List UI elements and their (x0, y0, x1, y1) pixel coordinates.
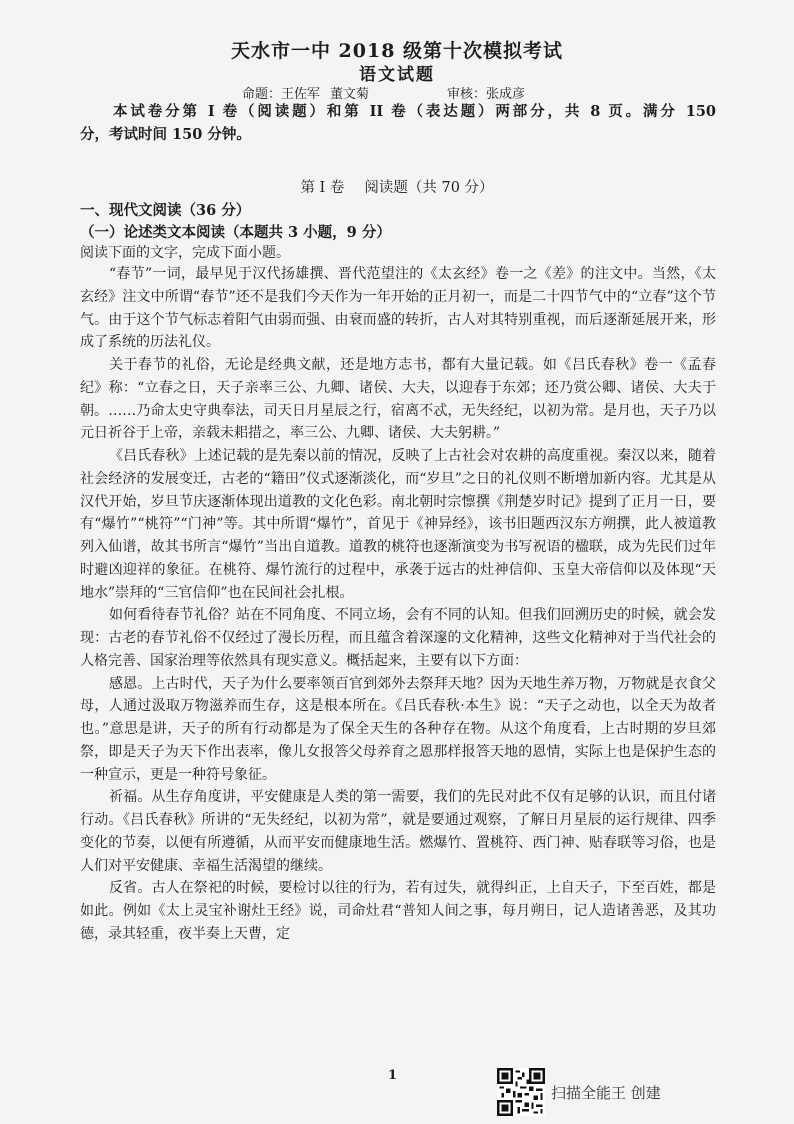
subsection-heading: （一）论述类文本阅读（本题共 3 小题，9 分） (80, 224, 391, 241)
exam-subtitle: 语文试题 (359, 65, 435, 85)
setter-second: 董文菊 (330, 87, 370, 102)
passage-paragraph: 祈福。从生存角度讲，平安健康是人类的第一需要，我们的先民对此不仅有足够的认识，而且付诸行动。《吕氏春秋》所讲的“无失经纪，以初为常”，就是要通过观察，了解日月星辰的运行规律、四季变化的节奏，以便有所遵循，从而平安而健康地生活。燃爆竹、置桃符、西门神、贴春联等习俗，也是人们对平安健康、幸福生活渴望的继续。 (80, 789, 716, 874)
page-number: 1 (388, 1068, 398, 1083)
exam-title: 天水市一中 2018 级第十次模拟考试 (230, 40, 564, 62)
qr-code-icon (497, 1068, 545, 1116)
passage-paragraph: “春节”一词，最早见于汉代扬雄撰、晋代范望注的《太玄经》卷一之《差》的注文中。当然，《太玄经》注文中所谓“春节”还不是我们今天作为一年开始的正月初一，而是二十四节气中的“立春”这个节气。由于这个节气标志着阳气由弱而强、由衰而盛的转折，古人对其特别重视，而后逐渐延展开来，形成了系统的历法礼仪。 (80, 266, 716, 351)
setters-label: 命题：王佐军 (242, 87, 321, 102)
passage-paragraph: 反省。古人在祭祀的时候，要检讨以往的行为，若有过失，就得纠正，上自天子，下至百姓，都是如此。例如《太上灵宝补谢灶王经》说，司命灶君“普知人间之事，每月朔日，记人造诸善恶，及其功德，录其轻重，夜半奏上天曹，定 (80, 880, 716, 942)
passage-paragraph: 关于春节的礼俗，无论是经典文献，还是地方志书，都有大量记载。如《吕氏春秋》卷一《孟春纪》称：“立春之日，天子亲率三公、九卿、诸侯、大夫，以迎春于东郊；还乃赏公卿、诸侯、大夫于朝。……乃命太史守典奉法，司天日月星辰之行，宿离不忒，无失经纪，以初为常。是月也，天子乃以元日祈谷于上帝，亲载未耜措之，率三公、九卿、诸侯、大夫躬耕。” (80, 357, 716, 442)
passage-paragraph: 如何看待春节礼俗？站在不同角度、不同立场，会有不同的认知。但我们回溯历史的时候，就会发现：古老的春节礼俗不仅经过了漫长历程，而且蕴含着深邃的文化精神，这些文化精神对于当代社会的人格完善、国家治理等依然具有现实意义。概括起来，主要有以下方面： (80, 607, 716, 669)
intro-line-1: 本试卷分第 I 卷（阅读题）和第 II 卷（表达题）两部分，共 8 页。满分 150 (113, 103, 716, 120)
part-title: 阅读题（共 70 分） (364, 180, 494, 196)
passage-paragraph: 《吕氏春秋》上述记载的是先秦以前的情况，反映了上古社会对农耕的高度重视。秦汉以来，随着社会经济的发展变迁，古老的“籍田”仪式逐渐淡化，而“岁旦”之日的礼仪则不断增加新内容。尤其是从汉代开始，岁旦节庆逐渐体现出道教的文化色彩。南北朝时宗懔撰《荆楚岁时记》提到了正月一日，要有“爆竹”“桃符”“门神”等。其中所谓“爆竹”，首见于《神异经》，该书旧题西汉东方朔撰，此人被道教列入仙谱，故其书所言“爆竹”当出自道教。道教的桃符也逐渐演变为书写祝语的楹联，成为先民们过年时避凶迎祥的象征。在桃符、爆竹流行的过程中，承袭于远古的灶神信仰、玉皇大帝信仰以及体现“天地水”崇拜的“三官信仰”也在民间社会扎根。 (80, 448, 716, 601)
section-heading: 一、现代文阅读（36 分） (80, 202, 251, 219)
reading-passage (80, 263, 716, 946)
part-heading (0, 176, 794, 197)
reading-instruction: 阅读下面的文字，完成下面小题。 (80, 245, 290, 261)
exam-intro (80, 100, 716, 146)
watermark-text: 扫描全能王 创建 (551, 1083, 661, 1102)
passage-paragraph: 感恩。上古时代，天子为什么要率领百官到郊外去祭拜天地？因为天地生养万物，万物就是衣食父母，人通过汲取万物滋养而生存，这是根本所在。《吕氏春秋·本生》说：“天子之动也，以全天为故者也。”意思是讲，天子的所有行动都是为了保全天生的各种存在物。从这个角度看，上古时期的岁旦郊祭，即是天子为天下作出表率，像儿女报答父母养育之恩那样报答天地的恩情，实际上也是保护生态的一种宣示，更是一种符号象征。 (80, 675, 716, 783)
scanner-watermark (497, 1068, 661, 1116)
part-label: 第 I 卷 (300, 180, 345, 196)
reviewer-label: 审核：张成彦 (447, 87, 526, 102)
intro-line-2: 分，考试时间 150 分钟。 (80, 126, 251, 143)
